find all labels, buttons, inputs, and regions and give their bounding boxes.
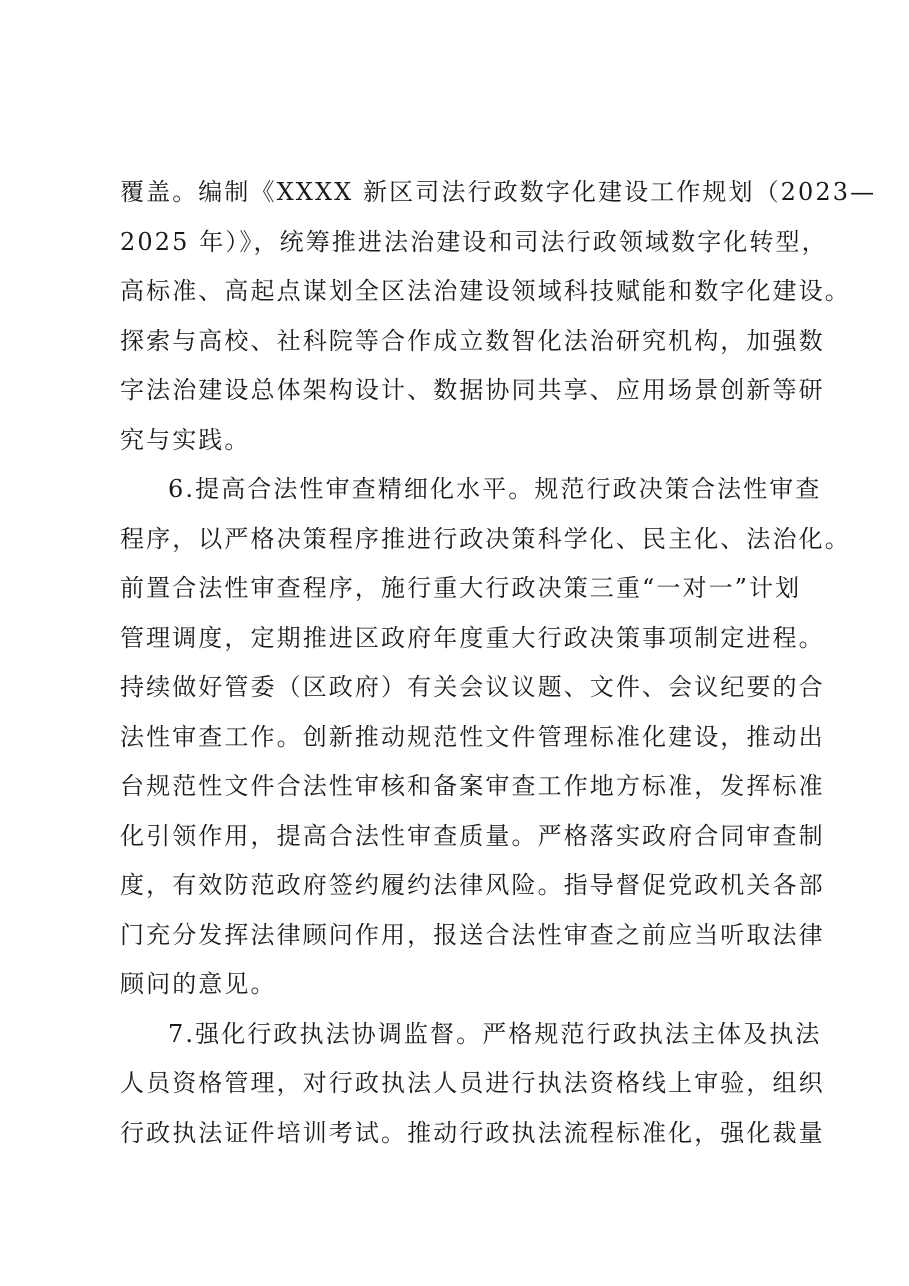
paragraph-heading-6: 6.提高合法性审查精细化水平。规范行政决策合法性审查 [168,475,822,503]
text-line: 前置合法性审查程序，施行重大行政决策三重“一对一”计划 [120,574,802,602]
text-line: 程序，以严格决策程序推进行政决策科学化、民主化、法治化。 [120,524,851,553]
text-line: 探索与高校、社科院等合作成立数智化法治研究机构，加强数 [120,326,825,355]
text-line: 2025 年）》，统筹推进法治建设和司法行政领域数字化转型， [120,227,828,256]
text-line: 覆盖。编制《XXXX 新区司法行政数字化建设工作规划（2023— [120,178,877,206]
text-line: 法性审查工作。创新推动规范性文件管理标准化建设，推动出 [120,722,825,751]
text-line: 人员资格管理，对行政执法人员进行执法资格线上审验，组织 [120,1069,825,1097]
paragraph-heading-7: 7.强化行政执法协调监督。严格规范行政执法主体及执法 [168,1019,822,1048]
document-body [120,168,877,1158]
text-line: 度，有效防范政府签约履约法律风险。指导督促党政机关各部 [120,871,825,899]
text-line: 门充分发挥法律顾问作用，报送合法性审查之前应当听取法律 [120,920,825,949]
text-line: 台规范性文件合法性审核和备案审查工作地方标准，发挥标准 [120,772,825,800]
text-line: 持续做好管委（区政府）有关会议议题、文件、会议纪要的合 [120,673,825,701]
text-line: 究与实践。 [120,425,251,454]
text-line: 字法治建设总体架构设计、数据协同共享、应用场景创新等研 [120,376,825,404]
text-line: 顾问的意见。 [120,970,277,998]
text-line: 化引领作用，提高合法性审查质量。严格落实政府合同审查制 [120,821,825,850]
text-line: 行政执法证件培训考试。推动行政执法流程标准化，强化裁量 [120,1118,825,1147]
text-line: 高标准、高起点谋划全区法治建设领域科技赋能和数字化建设。 [120,277,851,305]
text-line: 管理调度，定期推进区政府年度重大行政决策事项制定进程。 [120,623,825,652]
